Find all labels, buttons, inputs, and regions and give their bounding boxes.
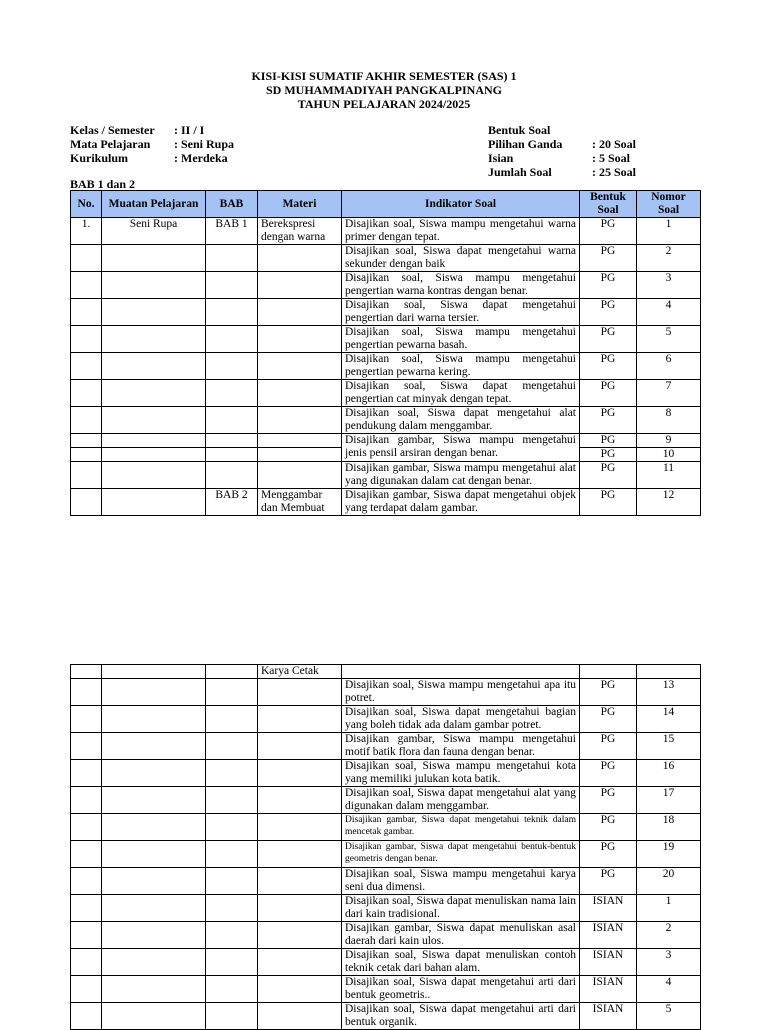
cell-materi (258, 299, 342, 326)
info-row (70, 123, 234, 137)
column-header: No. (71, 191, 102, 218)
cell-bentuk: PG (580, 353, 637, 380)
cell-indikator: Disajikan soal, Siswa dapat mengetahui bagian yang boleh tidak ada dalam gambar potret. (342, 706, 580, 733)
info-label: Kelas / Semester (70, 123, 155, 137)
info-row (488, 165, 636, 179)
table-row (71, 462, 701, 489)
cell-bab (206, 407, 258, 434)
cell-bentuk: PG (580, 380, 637, 407)
cell-indikator: Disajikan soal, Siswa mampu mengetahui apa itu potret. (342, 679, 580, 706)
cell-empty (258, 787, 342, 814)
cell-bab (206, 245, 258, 272)
cell-bentuk: PG (580, 679, 637, 706)
cell-empty (206, 760, 258, 787)
cell-empty (206, 434, 258, 448)
cell-indikator: Disajikan soal, Siswa mampu mengetahui pengertian warna kontras dengan benar. (342, 272, 580, 299)
cell-nomor: 7 (637, 380, 701, 407)
cell-indikator: Disajikan soal, Siswa mampu mengetahui kota yang memiliki julukan kota batik. (342, 760, 580, 787)
cell-nomor: 17 (637, 787, 701, 814)
cell-materi: Menggambar dan Membuat (258, 489, 342, 516)
info-label: Mata Pelajaran (70, 137, 151, 151)
cell-indikator: Disajikan soal, Siswa mampu mengetahui warna primer dengan tepat. (342, 218, 580, 245)
info-right (488, 123, 636, 179)
cell-muatan (102, 326, 206, 353)
cell-nomor: 3 (637, 949, 701, 976)
cell-nomor: 19 (637, 841, 701, 868)
info-value: : 20 Soal (592, 137, 637, 151)
table-row (71, 841, 701, 868)
bab-label: BAB 1 dan 2 (70, 177, 136, 191)
cell-empty (206, 448, 258, 462)
cell-indikator: Disajikan soal, Siswa dapat mengetahui arti dari bentuk organik. (342, 1003, 580, 1030)
cell-materi: Berekspresi dengan warna (258, 218, 342, 245)
cell-materi (258, 353, 342, 380)
table-row (71, 380, 701, 407)
cell-nomor: 3 (637, 272, 701, 299)
table-row (71, 665, 701, 679)
cell-materi (258, 462, 342, 489)
info-row (488, 151, 636, 165)
cell-empty (71, 841, 102, 868)
cell-empty (102, 665, 206, 679)
cell-indikator: Disajikan soal, Siswa dapat mengetahui pengertian dari warna tersier. (342, 299, 580, 326)
cell-empty (102, 895, 206, 922)
table-row (71, 868, 701, 895)
table-row (71, 733, 701, 760)
cell-bentuk: PG (580, 245, 637, 272)
info-value: : 5 Soal (592, 151, 631, 165)
cell-empty (102, 922, 206, 949)
cell-nomor: 12 (637, 489, 701, 516)
cell-empty (206, 679, 258, 706)
table-row (71, 760, 701, 787)
cell-no (71, 245, 102, 272)
table-row (71, 706, 701, 733)
cell-bentuk: PG (580, 326, 637, 353)
document-title (0, 69, 768, 111)
table-row (71, 976, 701, 1003)
table-header-row (71, 191, 701, 218)
cell-empty (258, 922, 342, 949)
table-row (71, 299, 701, 326)
cell-indikator: Disajikan gambar, Siswa mampu mengetahui alat yang digunakan dalam cat dengan benar. (342, 462, 580, 489)
cell-empty (102, 868, 206, 895)
cell-materi (258, 326, 342, 353)
info-value: : Seni Rupa (174, 137, 235, 151)
cell-bentuk: ISIAN (580, 922, 637, 949)
cell-bentuk: ISIAN (580, 1003, 637, 1030)
cell-nomor: 6 (637, 353, 701, 380)
cell-bentuk: PG (580, 407, 637, 434)
cell-empty (258, 868, 342, 895)
cell-no (71, 489, 102, 516)
cell-bab (206, 380, 258, 407)
column-header: Muatan Pelajaran (102, 191, 206, 218)
cell-empty (206, 949, 258, 976)
cell-empty (206, 868, 258, 895)
cell-bentuk: PG (580, 218, 637, 245)
cell-empty (206, 922, 258, 949)
cell-nomor: 4 (637, 299, 701, 326)
cell-empty (102, 976, 206, 1003)
cell-empty (206, 895, 258, 922)
column-header: Nomor Soal (637, 191, 701, 218)
cell-empty (71, 448, 102, 462)
cell-empty (258, 949, 342, 976)
cell-empty (102, 434, 206, 448)
title-line-3: TAHUN PELAJARAN 2024/2025 (297, 97, 471, 111)
info-label: Isian (488, 151, 514, 165)
cell-empty (258, 733, 342, 760)
cell-nomor: 2 (637, 245, 701, 272)
cell-indikator: Disajikan gambar, Siswa dapat mengetahui teknik dalam mencetak gambar. (342, 814, 580, 841)
cell-indikator: Disajikan soal, Siswa dapat mengetahui arti dari bentuk geometris.. (342, 976, 580, 1003)
cell-empty (206, 976, 258, 1003)
cell-empty (102, 841, 206, 868)
table-row (71, 272, 701, 299)
info-label: Kurikulum (70, 151, 129, 165)
cell-nomor: 16 (637, 760, 701, 787)
cell-empty (258, 448, 342, 462)
info-label: Pilihan Ganda (488, 137, 563, 151)
table-row (71, 218, 701, 245)
cell-nomor: 5 (637, 326, 701, 353)
info-value: : Merdeka (174, 151, 228, 165)
kisi-kisi-table-1 (70, 190, 701, 516)
cell-no (71, 326, 102, 353)
cell-empty (102, 706, 206, 733)
cell-no (71, 462, 102, 489)
info-row (70, 137, 234, 151)
cell-bentuk: PG (580, 733, 637, 760)
column-header: Bentuk Soal (580, 191, 637, 218)
cell-bentuk: PG (580, 760, 637, 787)
table-row (71, 895, 701, 922)
cell-indikator: Disajikan gambar, Siswa mampu mengetahui motif batik flora dan fauna dengan benar. (342, 733, 580, 760)
cell-empty (71, 814, 102, 841)
cell-muatan (102, 299, 206, 326)
cell-empty (258, 976, 342, 1003)
cell-empty (580, 665, 637, 679)
cell-empty (71, 434, 102, 448)
cell-empty (71, 665, 102, 679)
cell-bab (206, 353, 258, 380)
cell-bab: BAB 2 (206, 489, 258, 516)
cell-empty (71, 1003, 102, 1030)
cell-no (71, 407, 102, 434)
cell-empty (102, 1003, 206, 1030)
cell-empty (258, 1003, 342, 1030)
cell-indikator: Disajikan gambar, Siswa dapat mengetahui objek yang terdapat dalam gambar. (342, 489, 580, 516)
cell-empty (206, 665, 258, 679)
cell-empty (258, 706, 342, 733)
cell-empty (71, 922, 102, 949)
cell-nomor: 1 (637, 218, 701, 245)
cell-bab (206, 326, 258, 353)
cell-nomor: 14 (637, 706, 701, 733)
info-left (70, 123, 234, 165)
cell-empty (206, 706, 258, 733)
cell-nomor: 4 (637, 976, 701, 1003)
cell-muatan: Seni Rupa (102, 218, 206, 245)
cell-empty (206, 1003, 258, 1030)
column-header: BAB (206, 191, 258, 218)
cell-empty (637, 665, 701, 679)
table-row (71, 407, 701, 434)
cell-bentuk: PG (580, 489, 637, 516)
table-row (71, 489, 701, 516)
cell-empty (258, 814, 342, 841)
cell-bentuk: ISIAN (580, 895, 637, 922)
cell-bab (206, 462, 258, 489)
cell-empty (102, 760, 206, 787)
cell-materi: Karya Cetak (258, 665, 342, 679)
cell-no (71, 299, 102, 326)
table-row (71, 326, 701, 353)
cell-bentuk: PG (580, 814, 637, 841)
cell-empty (206, 814, 258, 841)
cell-indikator: Disajikan soal, Siswa dapat mengetahui alat yang digunakan dalam menggambar. (342, 787, 580, 814)
cell-materi (258, 380, 342, 407)
cell-nomor: 18 (637, 814, 701, 841)
cell-indikator: Disajikan gambar, Siswa dapat menuliskan asal daerah dari kain ulos. (342, 922, 580, 949)
cell-muatan (102, 407, 206, 434)
bentuk-soal-heading: Bentuk Soal (488, 123, 551, 137)
cell-bab (206, 272, 258, 299)
cell-empty (71, 679, 102, 706)
cell-bentuk: ISIAN (580, 949, 637, 976)
cell-no: 1. (71, 218, 102, 245)
cell-muatan (102, 489, 206, 516)
cell-nomor: 11 (637, 462, 701, 489)
cell-empty (102, 787, 206, 814)
cell-bentuk: PG (580, 706, 637, 733)
cell-nomor: 10 (637, 448, 701, 462)
cell-indikator: Disajikan gambar, Siswa dapat mengetahui bentuk-bentuk geometris dengan benar. (342, 841, 580, 868)
cell-empty (258, 434, 342, 448)
cell-empty (71, 706, 102, 733)
cell-nomor: 1 (637, 895, 701, 922)
cell-empty (71, 868, 102, 895)
cell-materi (258, 407, 342, 434)
cell-indikator: Disajikan soal, Siswa dapat mengetahui warna sekunder dengan baik (342, 245, 580, 272)
table-row (71, 1003, 701, 1030)
cell-empty (342, 665, 580, 679)
cell-indikator: Disajikan soal, Siswa mampu mengetahui pengertian pewarna basah. (342, 326, 580, 353)
table-row (71, 245, 701, 272)
info-label: Jumlah Soal (488, 165, 552, 179)
cell-nomor: 20 (637, 868, 701, 895)
cell-nomor: 5 (637, 1003, 701, 1030)
cell-empty (71, 760, 102, 787)
cell-nomor: 13 (637, 679, 701, 706)
cell-empty (258, 679, 342, 706)
cell-bentuk: PG (580, 462, 637, 489)
cell-empty (102, 814, 206, 841)
cell-bentuk: PG (580, 434, 637, 448)
cell-empty (258, 895, 342, 922)
table-row (71, 787, 701, 814)
column-header: Indikator Soal (342, 191, 580, 218)
cell-empty (71, 949, 102, 976)
cell-muatan (102, 380, 206, 407)
cell-no (71, 272, 102, 299)
info-row (488, 137, 636, 151)
cell-muatan (102, 353, 206, 380)
cell-indikator: Disajikan soal, Siswa dapat mengetahui alat pendukung dalam menggambar. (342, 407, 580, 434)
cell-bentuk: PG (580, 272, 637, 299)
cell-empty (258, 841, 342, 868)
cell-muatan (102, 272, 206, 299)
cell-nomor: 8 (637, 407, 701, 434)
cell-bentuk: PG (580, 448, 637, 462)
cell-bab: BAB 1 (206, 218, 258, 245)
cell-bab (206, 299, 258, 326)
cell-empty (71, 733, 102, 760)
cell-materi (258, 272, 342, 299)
info-row (70, 151, 234, 165)
info-value: : II / I (174, 123, 205, 137)
cell-empty (102, 448, 206, 462)
cell-bentuk: PG (580, 841, 637, 868)
cell-nomor: 15 (637, 733, 701, 760)
cell-empty (102, 733, 206, 760)
table-row (71, 922, 701, 949)
cell-indikator: Disajikan gambar, Siswa mampu mengetahui jenis pensil arsiran dengan benar. (342, 434, 580, 462)
cell-indikator: Disajikan soal, Siswa mampu mengetahui karya seni dua dimensi. (342, 868, 580, 895)
cell-materi (258, 245, 342, 272)
cell-bentuk: ISIAN (580, 976, 637, 1003)
cell-muatan (102, 462, 206, 489)
cell-nomor: 2 (637, 922, 701, 949)
column-header: Materi (258, 191, 342, 218)
cell-indikator: Disajikan soal, Siswa dapat menuliskan nama lain dari kain tradisional. (342, 895, 580, 922)
cell-empty (206, 841, 258, 868)
cell-empty (206, 787, 258, 814)
table-row (71, 434, 701, 448)
cell-bentuk: PG (580, 299, 637, 326)
cell-bentuk: PG (580, 868, 637, 895)
cell-nomor: 9 (637, 434, 701, 448)
cell-no (71, 353, 102, 380)
table-row (71, 949, 701, 976)
cell-no (71, 380, 102, 407)
title-line-1: KISI-KISI SUMATIF AKHIR SEMESTER (SAS) 1 (251, 69, 517, 83)
cell-indikator: Disajikan soal, Siswa mampu mengetahui pengertian pewarna kering. (342, 353, 580, 380)
info-value: : 25 Soal (592, 165, 637, 179)
cell-empty (102, 679, 206, 706)
cell-empty (102, 949, 206, 976)
cell-bentuk: PG (580, 787, 637, 814)
cell-indikator: Disajikan soal, Siswa dapat mengetahui pengertian cat minyak dengan tepat. (342, 380, 580, 407)
cell-empty (71, 895, 102, 922)
cell-empty (258, 760, 342, 787)
table-row (71, 814, 701, 841)
cell-indikator: Disajikan soal, Siswa dapat menuliskan contoh teknik cetak dari bahan alam. (342, 949, 580, 976)
cell-muatan (102, 245, 206, 272)
cell-empty (71, 787, 102, 814)
cell-empty (71, 976, 102, 1003)
kisi-kisi-table-2 (70, 664, 701, 1030)
table-row (71, 679, 701, 706)
cell-empty (206, 733, 258, 760)
table-row (71, 353, 701, 380)
title-line-2: SD MUHAMMADIYAH PANGKALPINANG (266, 83, 502, 97)
